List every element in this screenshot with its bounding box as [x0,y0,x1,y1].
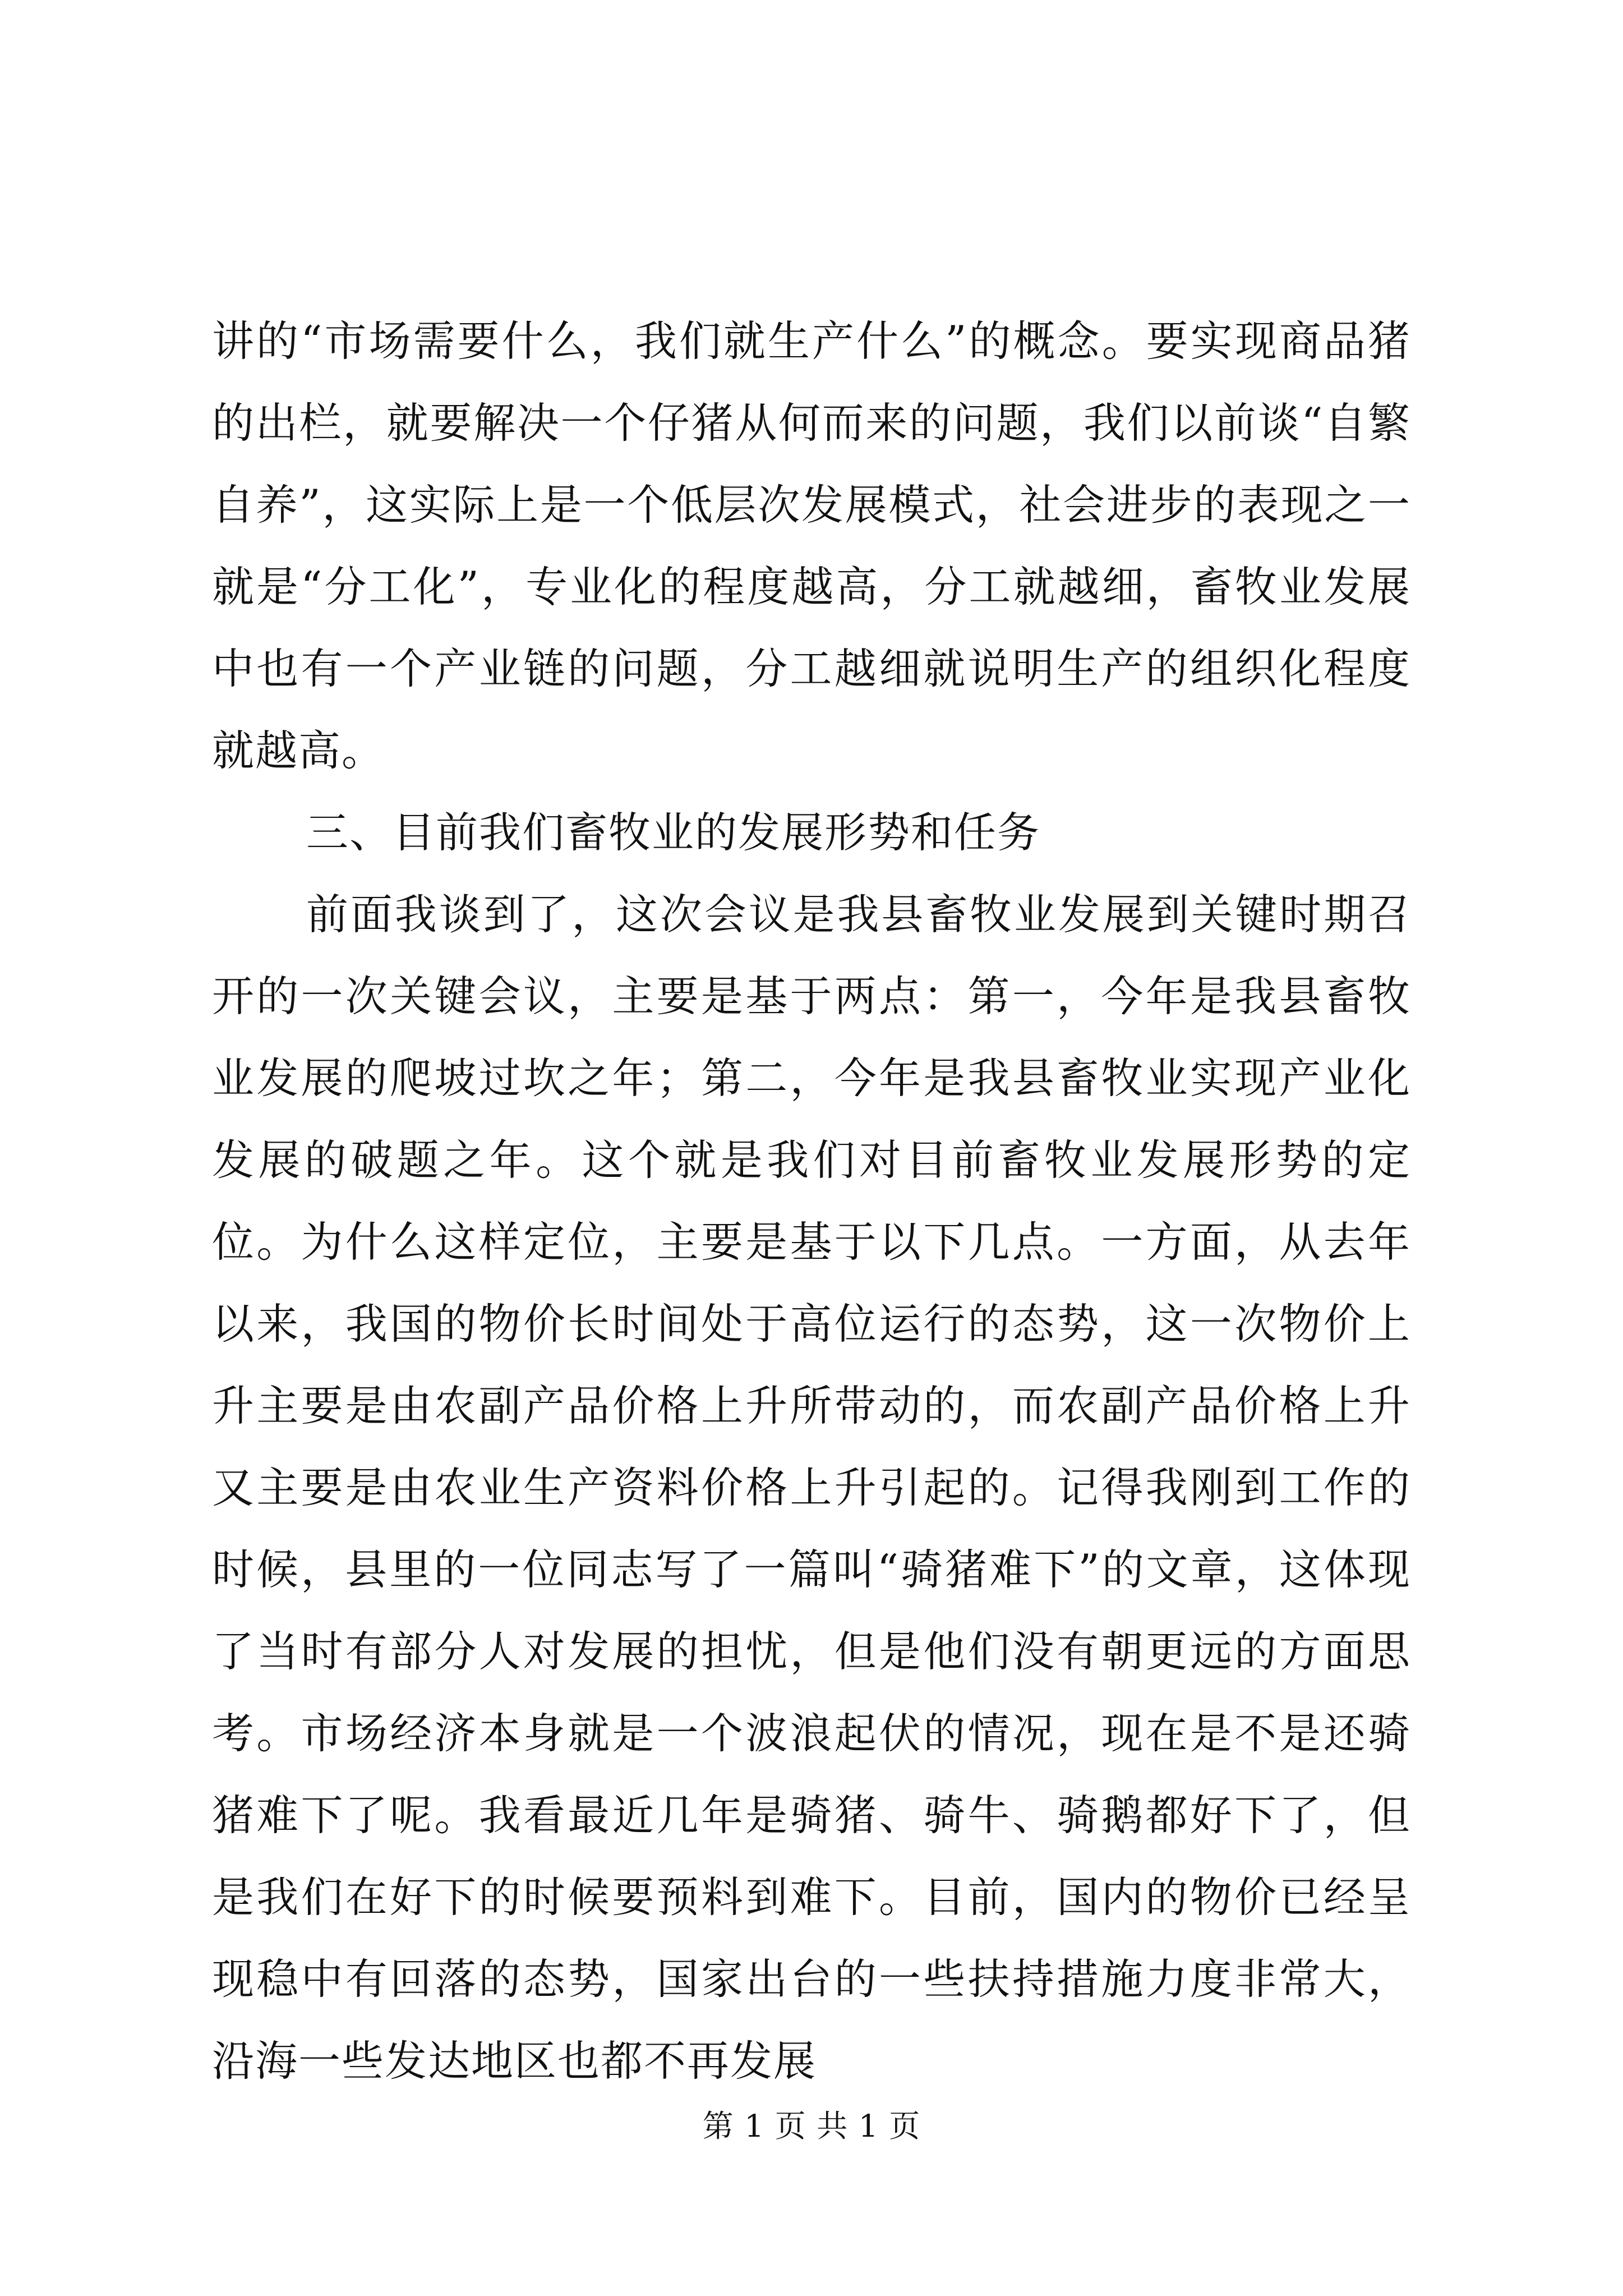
section-heading: 三、目前我们畜牧业的发展形势和任务 [306,808,1041,857]
page-footer: 第 1 页 共 1 页 [702,2108,921,2144]
paragraph-body: 前面我谈到了，这次会议是我县畜牧业发展到关键时期召开的一次关键会议，主要是基于两点：第一，今年是我县畜牧业发展的爬坡过坎之年；第二，今年是我县畜牧业实现产业化发展的破题之年。这个就是我们对目前畜牧业发展形势的定位。为什么这样定位，主要是基于以下几点。一方面，从去年以来，我国的物价长时间处于高位运行的态势，这一次物价上升主要是由农副产品价格上升所带动的，而农副产品价格上升又主要是由农业生产资料价格上升引起的。记得我刚到工作的时候，县里的一位同志写了一篇叫“骑猪难下”的文章，这体现了当时有部分人对发展的担忧，但是他们没有朝更远的方面思考。市场经济本身就是一个波浪起伏的情况，现在是不是还骑猪难下了呢。我看最近几年是骑猪、骑牛、骑鹅都好下了，但是我们在好下的时候要预料到难下。目前，国内的物价已经呈现稳中有回落的态势，国家出台的一些扶持措施力度非常大，沿海一些发达地区也都不再发展 [212,890,1411,2086]
document-body [212,300,1411,2102]
paragraph-continuation: 讲的“市场需要什么，我们就生产什么”的概念。要实现商品猪的出栏，就要解决一个仔猪从何而来的问题，我们以前谈“自繁自养”，这实际上是一个低层次发展模式，社会进步的表现之一就是“分工化”，专业化的程度越高，分工就越细，畜牧业发展中也有一个产业链的问题，分工越细就说明生产的组织化程度就越高。 [212,316,1411,775]
